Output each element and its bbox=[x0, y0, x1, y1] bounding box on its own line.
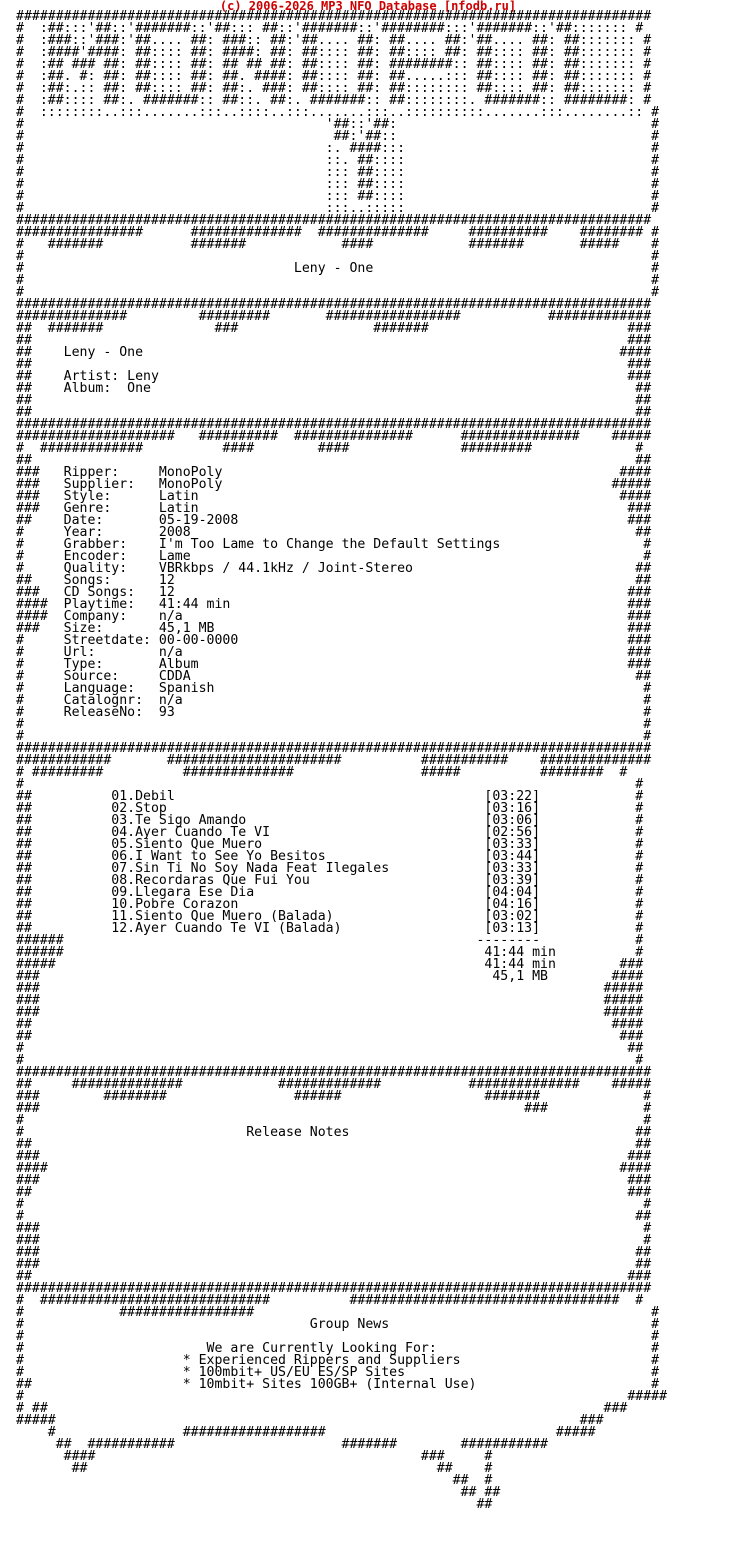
nfo-text-block: ################################################################################ # :##:::'##::'#######::'##::: ##::'#######::'########:::'#######::'##::::::: # # :###::'###:'##.... ##: ###:: ##:'##.... ##: ##.... ##:'##.... ##: ##::::::: # # :####'####: ##:::: ##: ####: ##: ##:::: ##: ##:::: ##: ##:::: ##: ##::::::: # # :## ### ##: ##:::: ##: ## ## ##: ##:::: ##: ########:: ##:::: ##: ##::::::: # # :##. #: ##: ##:::: ##: ##. ####: ##:::: ##: ##.....::: ##:::: ##: ##::::::: # # :##:.:: ##: ##:::: ##: ##:. ###: ##:::: ##: ##:::::::: ##:::: ##: ##::::::: # # :##:::: ##:. #######:: ##::. ##:. #######:: ##::::::::. #######:: ########: # # ::::::::..:::.......:::..::::..:::.......:::..::::::::::.......:::........:: # # '##::'##: # # ##:'##:: # # :. ####::: # # ::. ##:::: # # ::: ##:::: # # ::: ##:::: # # ::: ##:::: # # :::..::::: # ################################################################################ ################ ############## ############## ########## ######## # # ####### ####### #### ####### ##### # # # # Leny - One # # # # # ################################################################################ ############## ######### ################# ############# ## ####### ### ####### ### ## ### ## Leny - One #### ## ### ## Artist: Leny ### ## Album: One ## ## ## ## ## ################################################################################ #################### ########## ############### ############### ##### # ############# #### #### ######### # ## ## ### Ripper: MonoPoly #### ### Supplier: MonoPoly ##### ### Style: Latin #### ### Genre: Latin ### ## Date: 05-19-2008 ### # Year: 2008 ## # Grabber: I'm Too Lame to Change the Default Settings # # Encoder: Lame # # Quality: VBRkbps / 44.1kHz / Joint-Stereo ## ## Songs: 12 ## ### CD Songs: 12 ### #### Playtime: 41:44 min ### #### Company: n/a ### ### Size: 45,1 MB ### # Streetdate: 00-00-0000 ### # Url: n/a ### # Type: Album ### # Source: CDDA ## # Language: Spanish # # Catalognr: n/a # # ReleaseNo: 93 # # # # # ################################################################################ ############ ###################### ########### ############## # ######### ############## ##### ######## # # # ## 01.Debil [03:22] # ## 02.Stop [03:16] # ## 03.Te Sigo Amando [03:06] # ## 04.Ayer Cuando Te VI [02:56] # ## 05.Siento Que Muero [03:33] # ## 06.I Want to See Yo Besitos [03:44] # ## 07.Sin Ti No Soy Nada Feat Ilegales [03:33] # ## 08.Recordaras Que Fui You [03:39] # ## 09.Llegara Ese Dia [04:04] # ## 10.Pobre Corazon [04:16] # ## 11.Siento Que Muero (Balada) [03:02] # ## 12.Ayer Cuando Te VI (Balada) [03:13] # ###### -------- # ###### 41:44 min # ##### 41:44 min ### ### 45,1 MB #### ### ##### ### ##### ### ##### ## #### ## ### # ## # # ################################################################################ ## ############## ############# ############## ##### ### ######## ###### ####### # ### ### # # # # Release Notes ## ## ## ### ### #### #### ### ### ## ### # # # ## ### # ### # ### ## ### ## ## ### ################################################################################ # ############################# ################################## # # ################# # # Group News # # # # We are Currently Looking For: # # * Experienced Rippers and Suppliers # # * 100mbit+ US/EU ES/SP Sites # ## * 10mbit+ Sites 100GB+ (Internal Use) # # ##### # ## ### ##### ### # ################## ##### ## ########### ####### ########### #### ### # ## ## # ## # ## ## ## bbox=[16, 9, 668, 1512]
site-banner: (c) 2006-2026 MP3 NFO Database [nfodb.ru] bbox=[219, 0, 517, 12]
